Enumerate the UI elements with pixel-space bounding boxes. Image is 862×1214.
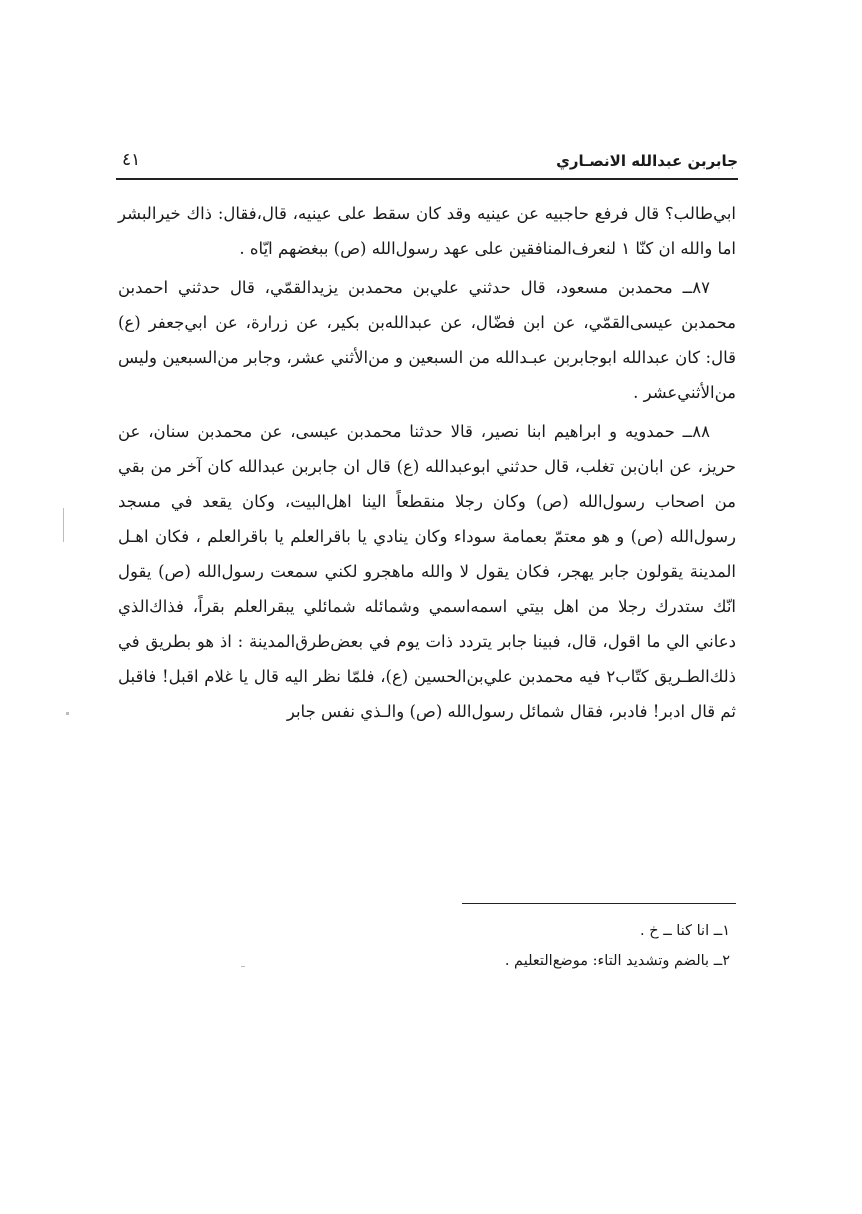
footnote-1: ١ــ انا كنا ــ خ . [640,923,730,939]
margin-scan-mark [241,966,245,967]
header-rule [116,178,738,180]
footnotes [118,916,730,976]
paragraph-continuation: ابي‌طالب؟ قال فرفع حاجبيه عن عينيه وقد كان سقط على عينيه، قال،فقال: ذاك خيرالبشر اما والله ان كنّا ١ لنعرف‌المنافقين على عهد رسول‌الله (ص) ببغضهم ايّاه . [118,204,736,258]
margin-scan-mark [63,508,64,542]
paragraph-87: ٨٧ــ محمدبن مسعود، قال حدثني علي‌بن محمدبن يزيدالقمّي، قال حدثني احمدبن محمدبن عيسى‌القمّي، عن ابن فضّال، عن عبدالله‌بن بكير، عن زرارة، عن ابي‌جعفر (ع) قال: كان عبدالله ابوجابربن عبـدالله من السبعين و من‌الأثني عشر، وجابر من‌السبعين وليس من‌الأثني‌عشر . [118,278,736,402]
footnote-2: ٢ــ بالضم وتشديد التاء: موضع‌التعليم . [504,953,730,969]
page-header [116,148,738,176]
page-number: ٤١ [122,150,141,170]
paragraph-88: ٨٨ــ حمدويه و ابراهيم ابنا نصير، قالا حدثنا محمدبن عيسى، عن محمدبن سنان، عن حريز، عن ابان‌بن تغلب، قال حدثني ابوعبدالله (ع) قال ان جابربن عبدالله كان آخر من بقي من اصحاب رسول‌الله (ص) وكان رجلا منقطعاً الينا اهل‌البيت، وكان يقعد في مسجد رسول‌الله (ص) و هو معتمّ بعمامة سوداء وكان ينادي يا باقرالعلم يا باقرالعلم ، فكان اهـل المدينة يقولون جابر يهجر، فكان يقول لا والله ماهجرو لكني سمعت رسول‌الله (ص) يقول انّك ستدرك رجلا من اهل بيتي اسمه‌اسمي وشمائله شمائلي يبقرالعلم بقراً، فذاك‌الذي دعاني الي ما اقول، قال، فبينا جابر يتردد ذات يوم في بعض‌طرق‌المدينة : اذ هو بطريق في ذلك‌الطـريق كتّاب٢ فيه محمدبن علي‌بن‌الحسين (ع)، فلمّا نظر اليه قال يا غلام اقبل! فاقبل ثم قال ادبر! فادبر، فقال شمائل رسول‌الله (ص) والـذي نفس جابر [118,422,736,721]
margin-scan-mark [66,712,69,715]
footnote-rule [462,903,736,904]
body-text [118,196,736,729]
running-title: جابربن عبدالله الانصـاري [556,152,738,170]
